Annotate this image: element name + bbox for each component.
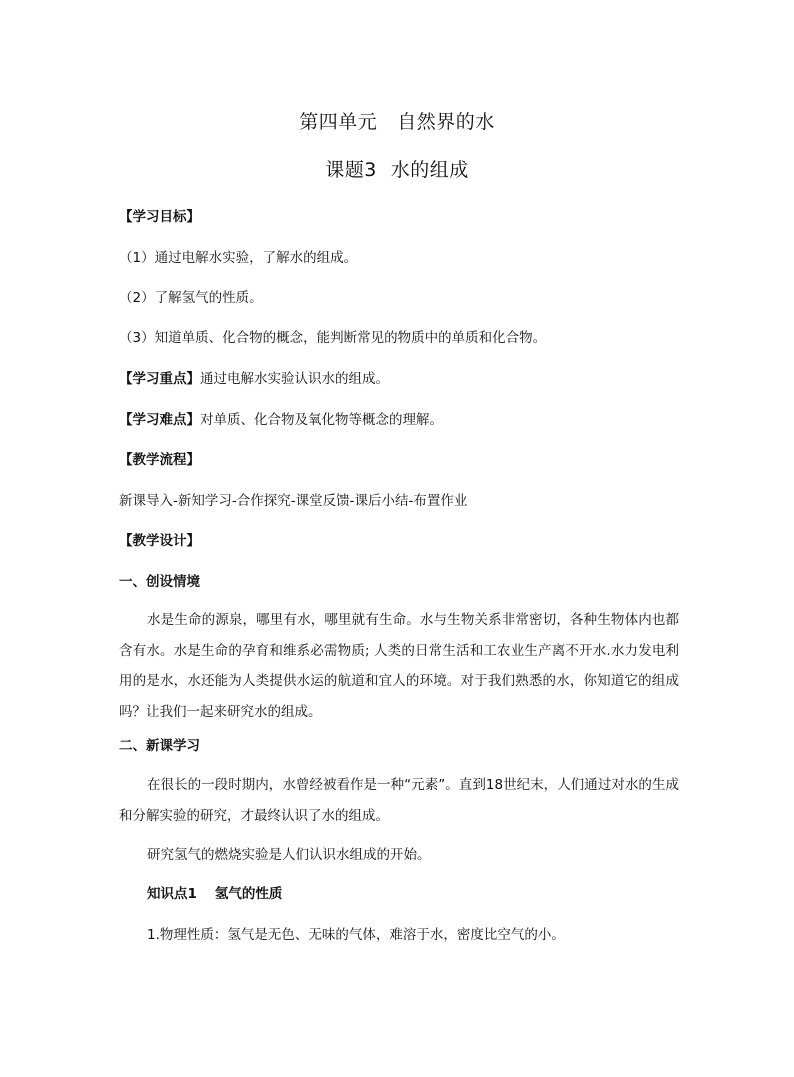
goal-item-3: （3）知道单质、化合物的概念，能判断常见的物质中的单质和化合物。 bbox=[119, 330, 547, 346]
lesson-title bbox=[0, 155, 794, 182]
goal-item-1: （1）通过电解水实验，了解水的组成。 bbox=[119, 250, 358, 266]
key-point-text: 通过电解水实验认识水的组成。 bbox=[200, 371, 389, 387]
key-point-label: 【学习重点】 bbox=[119, 371, 200, 387]
goals-heading: 【学习目标】 bbox=[119, 209, 200, 225]
physical-property: 1.物理性质：氢气是无色、无味的气体，难溶于水，密度比空气的小。 bbox=[147, 927, 565, 943]
unit-title bbox=[0, 107, 794, 134]
section2-paragraph-2: 研究氢气的燃烧实验是人们认识水组成的开始。 bbox=[147, 847, 431, 863]
section2-paragraph-1: 在很长的一段时期内，水曾经被看作是一种“元素”。直到18世纪末，人们通过对水的生成和分解实验的研究，才最终认识了水的组成。 bbox=[119, 777, 679, 824]
lesson-number: 课题3 bbox=[325, 159, 377, 181]
section2-heading: 二、新课学习 bbox=[119, 738, 200, 754]
section1-paragraph: 水是生命的源泉，哪里有水，哪里就有生命。水与生物关系非常密切，各种生物体内也都含有水。水是生命的孕育和维系必需物质; 人类的日常生活和工农业生产离不开水.水力发电利用的是水，水还能为人类提供水运的航道和宜人的环境。对于我们熟悉的水，你知道它的组成吗？让我们一起来研究水的组成。 bbox=[119, 612, 679, 720]
knowledge-point-title: 氢气的性质 bbox=[214, 886, 283, 902]
difficulty-label: 【学习难点】 bbox=[119, 412, 200, 428]
flow-text: 新课导入-新知学习-合作探究-课堂反馈-课后小结-布置作业 bbox=[119, 493, 468, 509]
flow-heading: 【教学流程】 bbox=[119, 452, 200, 468]
key-point bbox=[119, 370, 679, 388]
design-heading: 【教学设计】 bbox=[119, 533, 200, 549]
difficulty-text: 对单质、化合物及氧化物等概念的理解。 bbox=[200, 412, 443, 428]
unit-number: 第四单元 bbox=[299, 111, 378, 133]
section1-heading: 一、创设情境 bbox=[119, 574, 200, 590]
knowledge-point-label: 知识点1 bbox=[147, 886, 197, 902]
unit-name: 自然界的水 bbox=[397, 111, 495, 133]
goal-item-2: （2）了解氢气的性质。 bbox=[119, 290, 263, 306]
difficulty bbox=[119, 411, 679, 429]
lesson-name: 水的组成 bbox=[390, 159, 469, 181]
knowledge-point bbox=[147, 885, 707, 903]
